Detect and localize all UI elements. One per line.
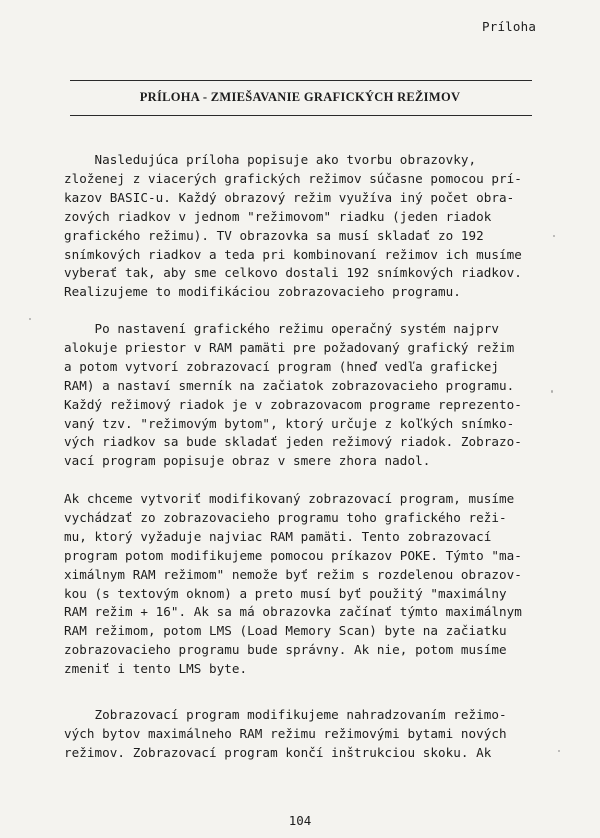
title-rule-top xyxy=(70,80,532,81)
scan-speck xyxy=(553,235,555,237)
text-line: vých riadkov sa bude skladať jeden režimový riadok. Zobrazo- xyxy=(64,434,522,450)
text-line: grafického režimu). TV obrazovka sa musí skladať zo 192 xyxy=(64,227,484,243)
page-title: PRÍLOHA - ZMIEŠAVANIE GRAFICKÝCH REŽIMOV xyxy=(139,90,461,104)
text-line: vyberať tak, aby sme celkovo dostali 192 snímkových riadkov. xyxy=(64,265,522,281)
text-line: zmeniť i tento LMS byte. xyxy=(64,661,248,677)
text-line: zových riadkov v jednom "režimovom" riadku (jeden riadok xyxy=(64,208,492,224)
text-line: zloženej z viacerých grafických režimov súčasne pomocou prí- xyxy=(64,170,522,186)
text-line: vaný tzv. "režimovým bytom", ktorý určuje z koľkých snímko- xyxy=(64,415,515,431)
scan-speck xyxy=(29,318,31,320)
text-line: Realizujeme to modifikáciou zobrazovacieho programu. xyxy=(64,284,461,300)
text-line: vychádzať zo zobrazovacieho programu toho grafického reži- xyxy=(64,509,507,525)
title-rule-bottom xyxy=(70,115,532,116)
text-line: kou (s textovým oknom) a preto musí byť použitý "maximálny xyxy=(64,585,507,601)
text-line: Každý režimový riadok je v zobrazovacom programe reprezento- xyxy=(64,396,522,412)
text-line: kazov BASIC-u. Každý obrazový režim využíva iný počet obra- xyxy=(64,189,515,205)
scan-speck xyxy=(551,390,553,393)
running-head: Príloha xyxy=(482,19,537,34)
paragraph-2 xyxy=(64,320,532,471)
text-line: alokuje priestor v RAM pamäti pre požadovaný grafický režim xyxy=(64,339,515,355)
text-line: program potom modifikujeme pomocou príkazov POKE. Týmto "ma- xyxy=(64,547,522,563)
text-line: Ak chceme vytvoriť modifikovaný zobrazovací program, musíme xyxy=(64,491,515,506)
text-line: mu, ktorý vyžaduje najviac RAM pamäti. Tento zobrazovací xyxy=(64,528,492,544)
text-line: snímkových riadkov a teda pri kombinovaní režimov ich musíme xyxy=(64,246,522,262)
text-line: a potom vytvorí zobrazovací program (hneď vedľa grafickej xyxy=(64,358,500,374)
text-line: RAM režimom, potom LMS (Load Memory Scan) byte na začiatku xyxy=(64,623,507,639)
paragraph-1 xyxy=(64,151,532,302)
text-line: Po nastavení grafického režimu operačný systém najprv xyxy=(64,321,500,336)
text-line: vací program popisuje obraz v smere zhora nadol. xyxy=(64,453,431,469)
text-line: Nasledujúca príloha popisuje ako tvorbu obrazovky, xyxy=(64,152,477,167)
text-line: Zobrazovací program modifikujeme nahradzovaním režimo- xyxy=(64,707,507,722)
text-line: ximálnym RAM režimom" nemože byť režim s rozdelenou obrazov- xyxy=(64,566,522,582)
text-line: RAM režim + 16". Ak sa má obrazovka začínať týmto maximálnym xyxy=(64,604,522,620)
scan-speck xyxy=(558,750,560,752)
paragraph-4 xyxy=(64,706,532,763)
page-number: 104 xyxy=(288,813,312,828)
text-line: RAM) a nastaví smerník na začiatok zobrazovacieho programu. xyxy=(64,377,515,393)
text-line: režimov. Zobrazovací program končí inštrukciou skoku. Ak xyxy=(64,744,492,760)
paragraph-3 xyxy=(64,490,532,679)
text-line: vých bytov maximálneho RAM režimu režimovými bytami nových xyxy=(64,725,507,741)
text-line: zobrazovacieho programu bude správny. Ak nie, potom musíme xyxy=(64,642,507,658)
